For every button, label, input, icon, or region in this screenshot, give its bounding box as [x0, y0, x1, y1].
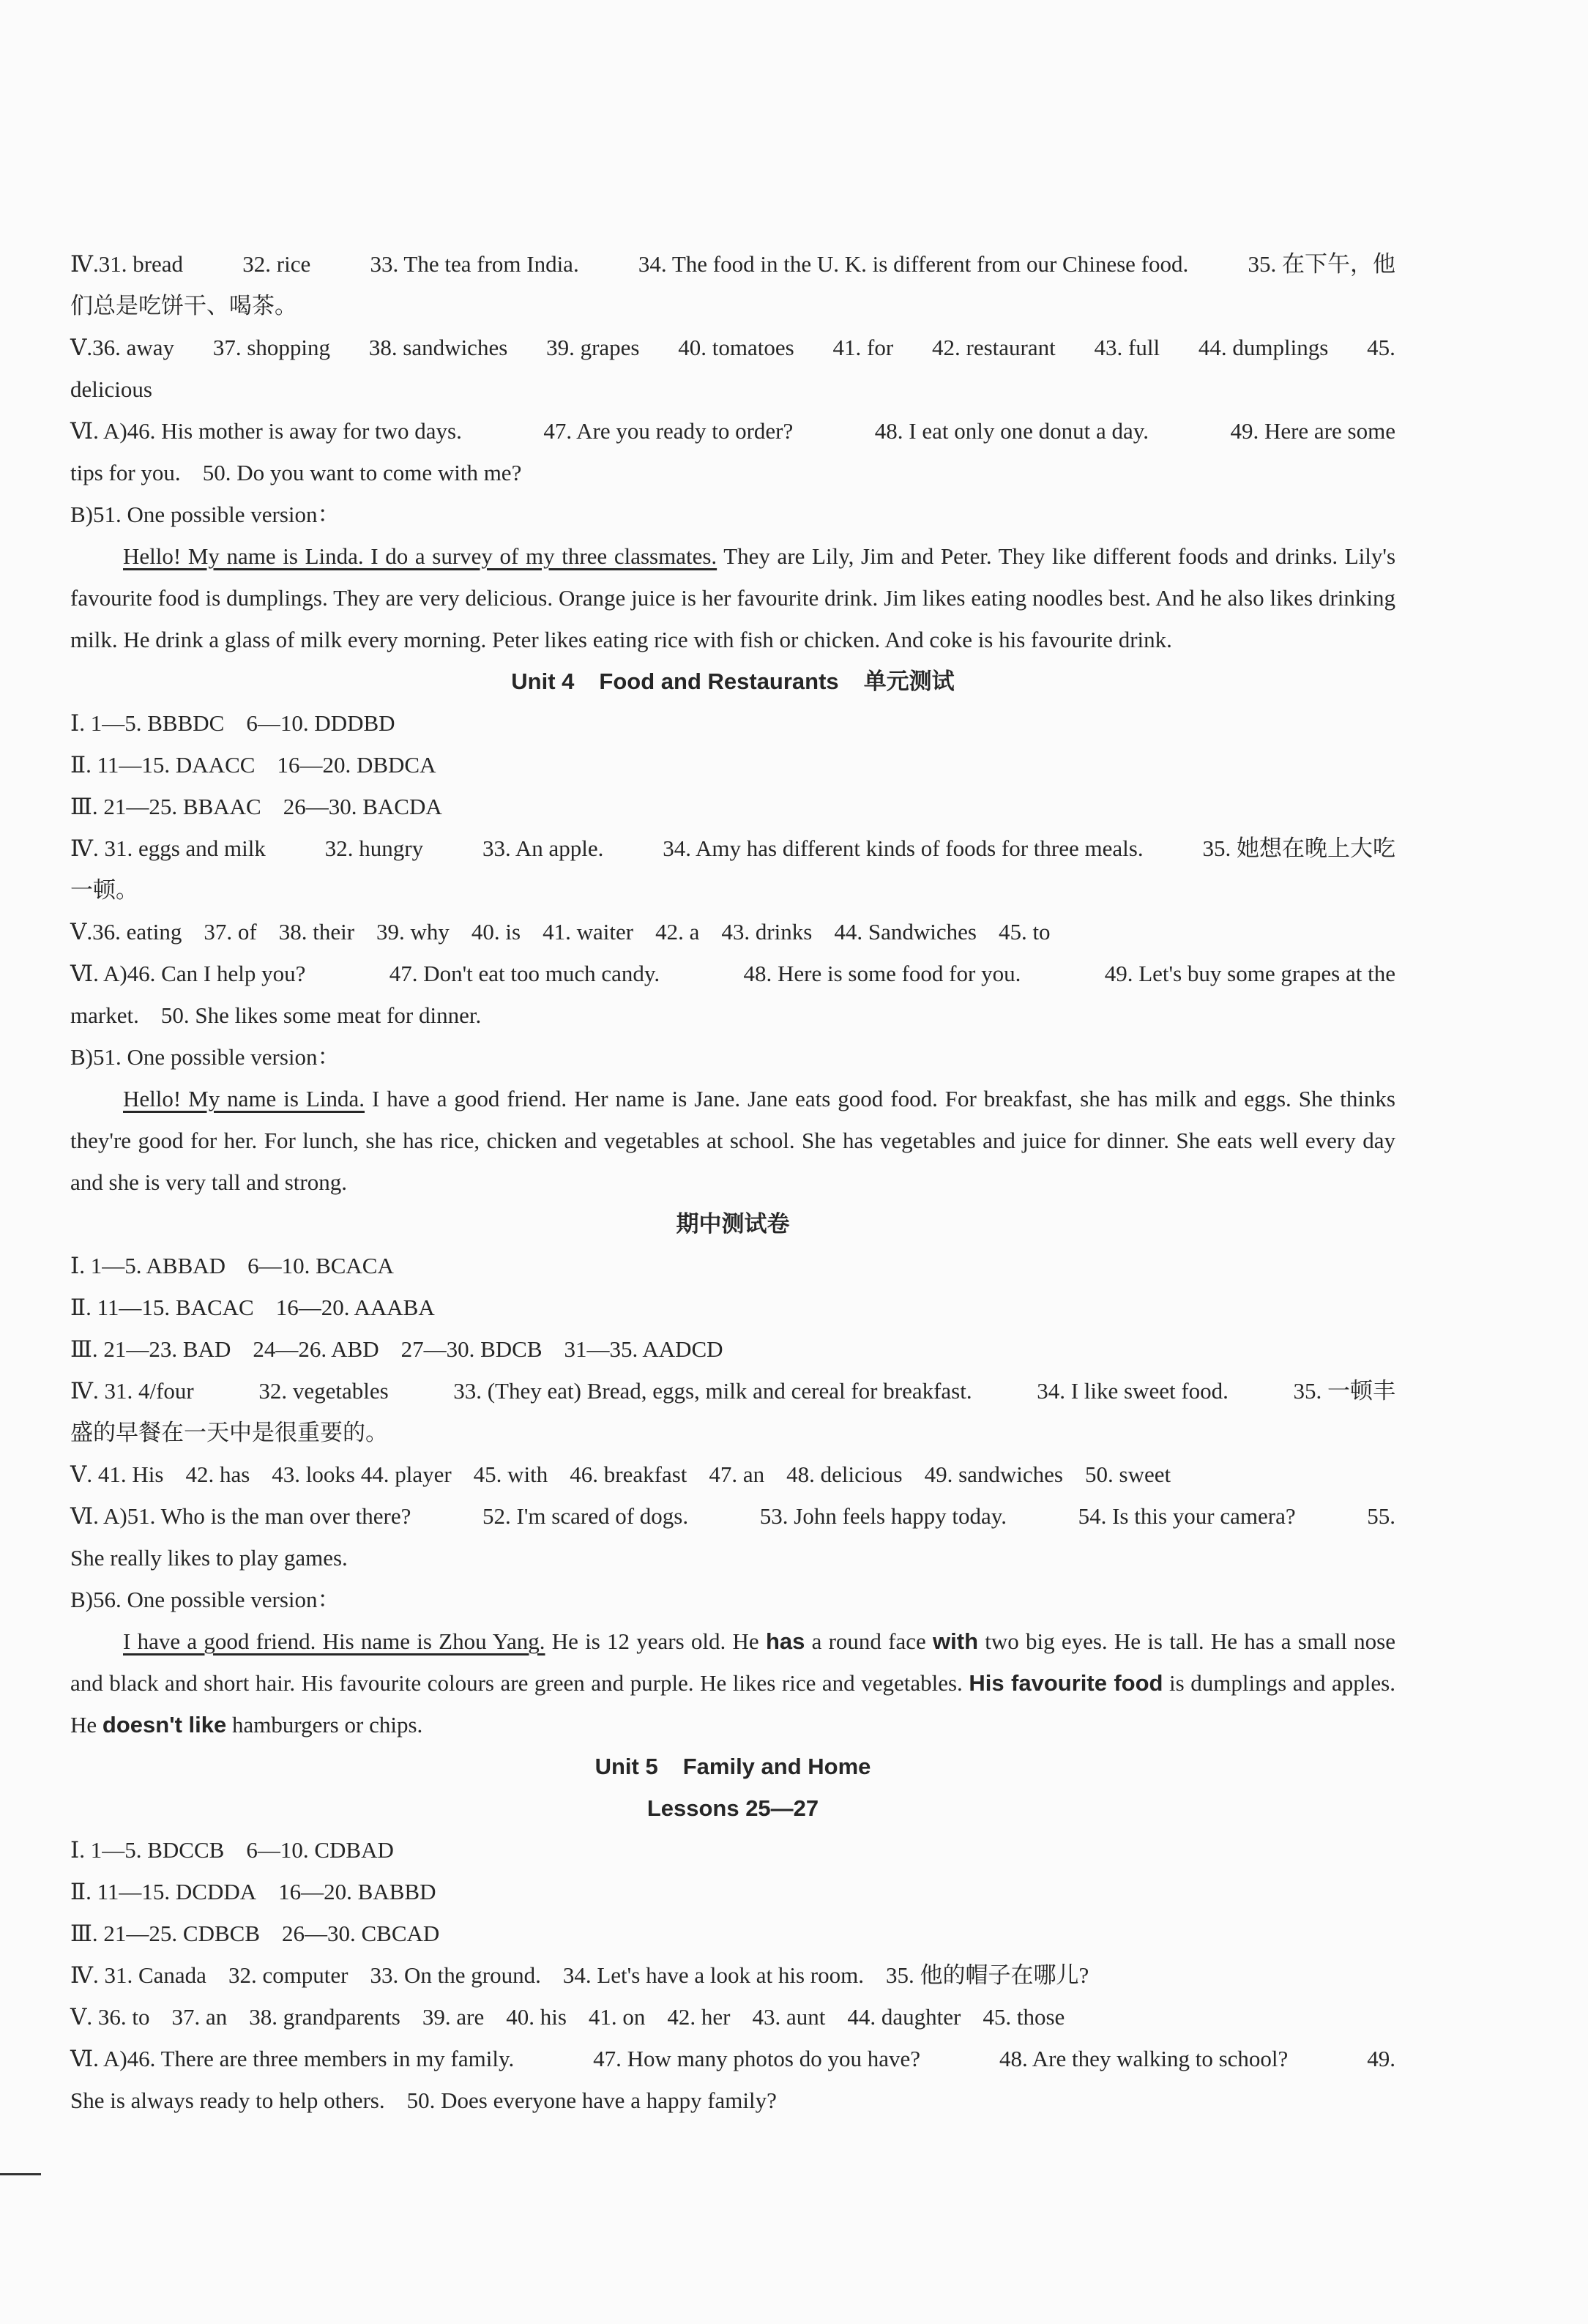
answer-item: 34. The food in the U. K. is different from our Chinese food. — [638, 251, 1189, 277]
essay-opening: Hello! My name is Linda. I do a survey of my three classmates. — [123, 543, 717, 569]
answer-item: 50. Does everyone have a happy family? — [406, 2087, 777, 2113]
sample-essay — [70, 1620, 1395, 1746]
answer-row-i — [70, 1829, 1395, 1871]
answer-row-continuation — [70, 994, 1395, 1036]
answer-item: tips for you. — [70, 460, 181, 485]
unit-test-label: 单元测试 — [863, 668, 955, 694]
essay-text: is dumplings and apples. He — [70, 1670, 1395, 1738]
essay-text: He is 12 years old. He — [545, 1628, 766, 1654]
answer-item: 50. She likes some meat for dinner. — [160, 1002, 482, 1028]
essay-text: two big eyes. He is tall. He has a small nose and black and short hair. His favourite colours are green and purple. He likes rice and vegetables. — [70, 1628, 1395, 1696]
answer-item: 48. Here is some food for you. — [743, 961, 1021, 986]
answer-row-vi — [70, 1495, 1395, 1537]
answer-item: Ⅳ. 31. 4/four — [70, 1378, 194, 1404]
answer-item: 53. John feels happy today. — [759, 1503, 1007, 1529]
answer-item: 54. Is this your camera? — [1078, 1503, 1296, 1529]
footer-rule — [0, 2173, 41, 2175]
answer-item: 27—30. BDCB — [400, 1336, 543, 1362]
section-heading — [70, 1746, 1395, 1787]
answer-row-v — [70, 911, 1395, 953]
version-label — [70, 494, 1395, 535]
essay-highlight: doesn't like — [102, 1712, 227, 1738]
essay-highlight: with — [933, 1628, 979, 1654]
answer-item: 们总是吃饼干、喝茶。 — [70, 293, 297, 319]
answer-item: Ⅵ. A)46. There are three members in my family. — [70, 2046, 515, 2071]
answer-item: 40. is — [471, 919, 521, 945]
essay-body: I have a good friend. Her name is Jane. Jane eats good food. For breakfast, she has milk and eggs. She thinks they're good for her. For lunch, she has rice, chicken and vegetables at school. She has vegetables and juice for dinner. She eats well every day and she is very tall and strong. — [70, 1086, 1395, 1195]
answer-item: Ⅴ.36. away — [70, 335, 175, 360]
answer-item: 37. shopping — [212, 335, 331, 360]
answer-item: 16—20. AAABA — [275, 1295, 435, 1320]
answer-item: 盛的早餐在一天中是很重要的。 — [70, 1420, 388, 1445]
answer-item: 43. aunt — [752, 2004, 826, 2030]
answer-row-continuation — [70, 1537, 1395, 1579]
midterm-title: 期中测试卷 — [676, 1211, 790, 1237]
answer-item: 37. an — [171, 2004, 228, 2030]
answer-item: 38. sandwiches — [368, 335, 508, 360]
answer-row-continuation — [70, 452, 1395, 494]
answer-row-iv — [70, 827, 1395, 869]
answer-item: B)56. One possible version： — [70, 1587, 340, 1612]
essay-opening: Hello! My name is Linda. — [123, 1086, 365, 1111]
answer-item: 48. delicious — [786, 1461, 903, 1487]
answer-item: Ⅲ. 21—25. CDBCB — [70, 1921, 260, 1946]
answer-item: Ⅲ. 21—25. BBAAC — [70, 794, 261, 819]
answer-item: Ⅱ. 11—15. DCDDA — [70, 1879, 257, 1904]
lessons-range: Lessons 25—27 — [646, 1795, 819, 1821]
answer-item: 34. I like sweet food. — [1037, 1378, 1229, 1404]
answer-item: Ⅴ.36. eating — [70, 919, 182, 945]
sample-essay — [70, 535, 1395, 660]
answer-item: 33. (They eat) Bread, eggs, milk and cereal for breakfast. — [453, 1378, 972, 1404]
sample-essay — [70, 1078, 1395, 1203]
answer-item: B)51. One possible version： — [70, 1044, 340, 1070]
answer-item: 一顿。 — [70, 877, 138, 903]
answer-item: 50. sweet — [1085, 1461, 1171, 1487]
essay-text: hamburgers or chips. — [226, 1712, 423, 1738]
essay-opening: I have a good friend. His name is Zhou Yang. — [123, 1628, 545, 1654]
answer-item: Ⅵ. A)51. Who is the man over there? — [70, 1503, 411, 1529]
answer-item: 49. Let's buy some grapes at the — [1104, 961, 1395, 986]
answer-item: 26—30. CBCAD — [282, 1921, 440, 1946]
answer-item: 43. full — [1094, 335, 1160, 360]
answer-item: delicious — [70, 376, 152, 402]
essay-text: a round face — [805, 1628, 933, 1654]
answer-row-v — [70, 1453, 1395, 1495]
answer-item: 35. 她想在晚上大吃 — [1202, 835, 1395, 861]
answer-row-iv — [70, 243, 1395, 285]
answer-row-iii — [70, 1328, 1395, 1370]
answer-item: 24—26. ABD — [253, 1336, 379, 1362]
answer-item: Ⅴ. 41. His — [70, 1461, 164, 1487]
answer-item: 40. his — [506, 2004, 567, 2030]
answer-item: 38. their — [278, 919, 355, 945]
answer-item: 38. grandparents — [249, 2004, 400, 2030]
answer-row-vi — [70, 2038, 1395, 2079]
answer-item: 55. — [1367, 1503, 1395, 1529]
answer-item: 34. Let's have a look at his room. — [562, 1962, 864, 1988]
answer-item: 26—30. BACDA — [283, 794, 442, 819]
answer-item: 43. drinks — [721, 919, 813, 945]
answer-item: 52. I'm scared of dogs. — [482, 1503, 689, 1529]
answer-row-continuation — [70, 2079, 1395, 2121]
answer-row-iv — [70, 1370, 1395, 1412]
answer-item: 46. breakfast — [570, 1461, 687, 1487]
answer-item: 6—10. BCACA — [247, 1253, 394, 1278]
essay-body: They are Lily, Jim and Peter. They like different foods and drinks. Lily's favourite food is dumplings. They are very delicious. Orange juice is her favourite drink. Jim likes eating noodles best. And he also likes drinking milk. He drink a glass of milk every morning. Peter likes eating rice with fish or chicken. And coke is his favourite drink. — [70, 543, 1396, 652]
answer-item: 45. to — [998, 919, 1051, 945]
answer-item: 48. I eat only one donut a day. — [874, 418, 1149, 444]
answer-row-continuation — [70, 368, 1395, 410]
answer-item: 41. for — [832, 335, 894, 360]
answer-item: 42. a — [655, 919, 700, 945]
answer-row-vi — [70, 410, 1395, 452]
answer-item: 32. vegetables — [258, 1378, 389, 1404]
answer-item: 33. The tea from India. — [370, 251, 579, 277]
answer-item: 45. with — [473, 1461, 548, 1487]
section-heading — [70, 1203, 1395, 1245]
answer-item: 45. those — [983, 2004, 1065, 2030]
answer-row-v — [70, 1996, 1395, 2038]
essay-highlight: His favourite food — [969, 1670, 1163, 1696]
answer-item: 35. 一顿丰 — [1293, 1378, 1395, 1404]
version-label — [70, 1579, 1395, 1620]
answer-item: 42. restaurant — [932, 335, 1056, 360]
answer-item: 16—20. DBDCA — [277, 752, 436, 778]
answer-row-continuation — [70, 285, 1395, 327]
unit-title: Food and Restaurants — [599, 668, 839, 694]
answer-row-iii — [70, 1913, 1395, 1954]
answer-item: 34. Amy has different kinds of foods for three meals. — [663, 835, 1144, 861]
answer-item: She really likes to play games. — [70, 1545, 348, 1571]
answer-row-i — [70, 1245, 1395, 1286]
answer-item: 41. on — [588, 2004, 646, 2030]
answer-item: 41. waiter — [543, 919, 634, 945]
answer-item: She is always ready to help others. — [70, 2087, 385, 2113]
answer-item: Ⅳ. 31. Canada — [70, 1962, 206, 1988]
answer-item: Ⅵ. A)46. Can I help you? — [70, 961, 306, 986]
unit-number: Unit 4 — [511, 668, 575, 694]
unit-number: Unit 5 — [594, 1754, 658, 1779]
essay-highlight: has — [765, 1628, 805, 1654]
answer-row-ii — [70, 1286, 1395, 1328]
answer-item: Ⅴ. 36. to — [70, 2004, 150, 2030]
answer-row-iii — [70, 786, 1395, 827]
answer-item: 35. 他的帽子在哪儿? — [885, 1962, 1089, 1988]
answer-item: 32. hungry — [324, 835, 424, 861]
answer-item: 47. Don't eat too much candy. — [389, 961, 660, 986]
answer-item: 42. her — [667, 2004, 731, 2030]
answer-item: 40. tomatoes — [678, 335, 794, 360]
answer-item: 44. dumplings — [1198, 335, 1329, 360]
answer-item: 42. has — [185, 1461, 250, 1487]
answer-item: Ⅲ. 21—23. BAD — [70, 1336, 231, 1362]
answer-item: 32. computer — [228, 1962, 348, 1988]
answer-item: Ⅱ. 11—15. BACAC — [70, 1295, 254, 1320]
answer-item: 49. Here are some — [1230, 418, 1395, 444]
answer-item: market. — [70, 1002, 139, 1028]
answer-item: 37. of — [204, 919, 257, 945]
answer-row-continuation — [70, 1412, 1395, 1453]
answer-row-ii — [70, 744, 1395, 786]
version-label — [70, 1036, 1395, 1078]
answer-row-ii — [70, 1871, 1395, 1913]
answer-item: 32. rice — [242, 251, 311, 277]
answer-item: Ⅱ. 11—15. DAACC — [70, 752, 256, 778]
answer-item: 33. An apple. — [482, 835, 604, 861]
unit-title: Family and Home — [682, 1754, 871, 1779]
answer-item: 16—20. BABBD — [278, 1879, 436, 1904]
answer-item: Ⅰ. 1—5. BDCCB — [70, 1837, 225, 1863]
answer-item: Ⅵ. A)46. His mother is away for two days. — [70, 418, 462, 444]
answer-item: 31—35. AADCD — [564, 1336, 723, 1362]
answer-item: 39. are — [422, 2004, 485, 2030]
answer-row-vi — [70, 953, 1395, 994]
answer-item: Ⅳ. 31. eggs and milk — [70, 835, 266, 861]
answer-row-i — [70, 702, 1395, 744]
answer-item: 35. 在下午，他 — [1248, 251, 1395, 277]
answer-item: 33. On the ground. — [370, 1962, 541, 1988]
answer-item: 6—10. CDBAD — [246, 1837, 394, 1863]
answer-row-continuation — [70, 869, 1395, 911]
section-heading — [70, 660, 1395, 702]
answer-item: 49. sandwiches — [924, 1461, 1063, 1487]
answer-item: 44. Sandwiches — [834, 919, 977, 945]
answer-item: 44. daughter — [847, 2004, 961, 2030]
answer-item: 6—10. DDDBD — [246, 710, 395, 736]
answer-item: 47. Are you ready to order? — [543, 418, 794, 444]
answer-item: Ⅰ. 1—5. ABBAD — [70, 1253, 226, 1278]
answer-item: B)51. One possible version： — [70, 502, 340, 527]
answer-item: 45. — [1367, 335, 1395, 360]
answer-item: 49. — [1367, 2046, 1395, 2071]
answer-item: 47. How many photos do you have? — [593, 2046, 921, 2071]
answer-item: 47. an — [709, 1461, 765, 1487]
answer-row-iv — [70, 1954, 1395, 1996]
answer-item: 39. grapes — [546, 335, 640, 360]
answer-item: 39. why — [376, 919, 450, 945]
answer-item: Ⅰ. 1—5. BBBDC — [70, 710, 225, 736]
answer-item: 48. Are they walking to school? — [999, 2046, 1289, 2071]
answer-item: 50. Do you want to come with me? — [202, 460, 522, 485]
answer-content — [70, 243, 1395, 2121]
lessons-heading — [70, 1787, 1395, 1829]
answer-row-v — [70, 327, 1395, 368]
answer-item: 43. looks 44. player — [272, 1461, 452, 1487]
answer-item: Ⅳ.31. bread — [70, 251, 184, 277]
